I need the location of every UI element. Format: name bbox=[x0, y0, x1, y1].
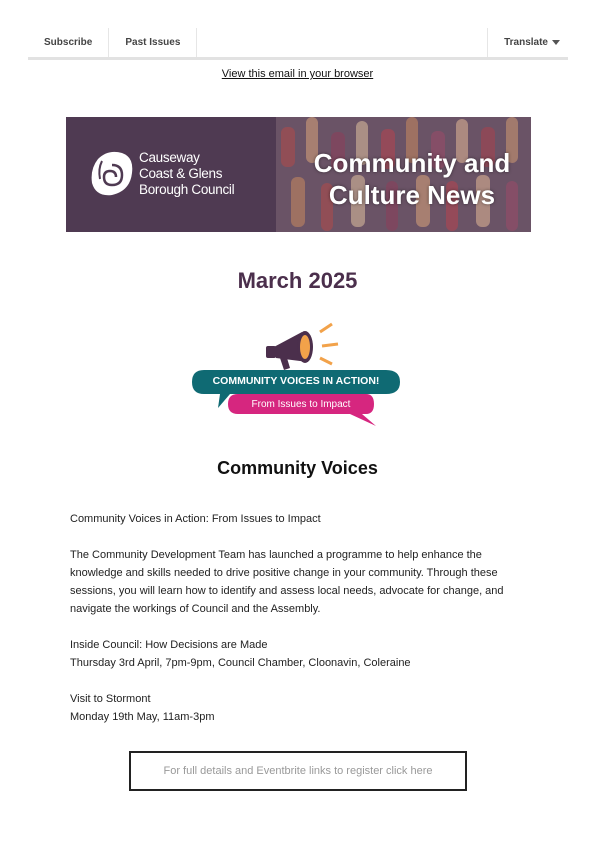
subscribe-link[interactable]: Subscribe bbox=[28, 28, 109, 57]
view-in-browser-link[interactable]: View this email in your browser bbox=[221, 68, 374, 80]
chevron-down-icon bbox=[552, 40, 560, 45]
issue-date-heading: March 2025 bbox=[237, 268, 358, 293]
past-issues-link[interactable]: Past Issues bbox=[109, 28, 197, 57]
megaphone-icon bbox=[266, 324, 338, 370]
header-banner bbox=[66, 117, 531, 232]
council-logo-text bbox=[139, 150, 234, 198]
banner-title bbox=[302, 147, 522, 211]
section-description: The Community Development Team has launched a programme to help enhance the knowledge and skills needed to drive positive change in your community. Through these sessions, you will learn how to identify and assess local needs, advocate for change, and navigate the workings of Council and the Assembly. bbox=[70, 549, 504, 615]
register-button[interactable]: For full details and Eventbrite links to register click here bbox=[129, 751, 467, 791]
translate-label: Translate bbox=[504, 37, 548, 48]
translate-dropdown[interactable] bbox=[487, 28, 568, 57]
banner-title-line: Community and bbox=[313, 148, 511, 178]
community-voices-graphic bbox=[190, 318, 405, 433]
event-details-stormont: Monday 19th May, 11am-3pm bbox=[70, 711, 215, 723]
logo-line: Causeway bbox=[139, 150, 200, 165]
graphic-headline: COMMUNITY VOICES IN ACTION! bbox=[212, 375, 380, 387]
logo-line: Borough Council bbox=[139, 182, 235, 197]
section-intro: Community Voices in Action: From Issues to Impact bbox=[70, 513, 321, 525]
event-link-stormont[interactable]: Visit to Stormont bbox=[70, 693, 151, 705]
event-details-inside-council: Thursday 3rd April, 7pm-9pm, Council Chamber, Cloonavin, Coleraine bbox=[70, 657, 411, 669]
event-link-inside-council[interactable]: Inside Council: How Decisions are Made bbox=[70, 639, 268, 651]
graphic-subline: From Issues to Impact bbox=[251, 399, 351, 410]
nav-spacer bbox=[197, 28, 487, 57]
top-nav-bar bbox=[28, 28, 568, 60]
section-title: Community Voices bbox=[217, 458, 378, 478]
logo-line: Coast & Glens bbox=[139, 166, 223, 181]
banner-title-line: Culture News bbox=[328, 180, 496, 210]
